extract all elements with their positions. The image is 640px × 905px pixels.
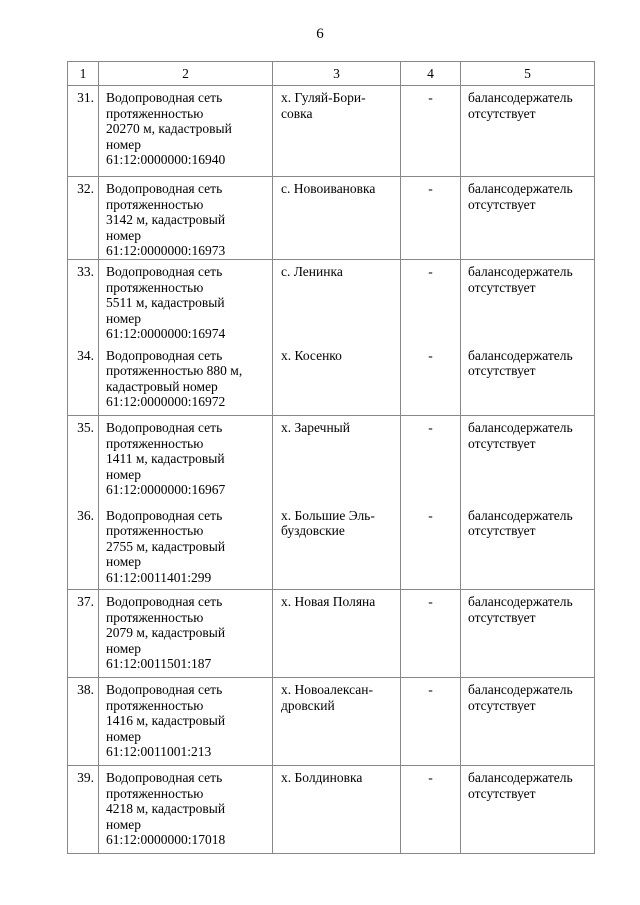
object-description xyxy=(99,766,273,854)
row-number-text: 31. xyxy=(77,90,94,105)
row-number xyxy=(68,590,99,678)
row-number xyxy=(68,416,99,504)
column-4-value-text: - xyxy=(428,594,433,609)
column-4-value-text: - xyxy=(428,181,433,196)
column-header: 5 xyxy=(461,62,595,86)
table-row xyxy=(68,177,595,260)
object-description-text: Водопроводная сеть протяженностью 20270 м, кадастровый номер 61:12:0000000:16940 xyxy=(106,90,232,167)
row-number-text: 33. xyxy=(77,264,94,279)
object-location xyxy=(273,766,401,854)
object-description-text: Водопроводная сеть протяженностью 1416 м, кадастровый номер 61:12:0011001:213 xyxy=(106,682,226,759)
object-location-text: х. Большие Эль- буздовские xyxy=(281,507,375,538)
row-number xyxy=(68,260,99,344)
owner-status-text: балансодержатель отсутствует xyxy=(468,264,573,295)
table-row xyxy=(68,344,595,416)
table-row xyxy=(68,86,595,177)
column-4-value xyxy=(401,678,461,766)
object-description-text: Водопроводная сеть протяженностью 5511 м, кадастровый номер 61:12:0000000:16974 xyxy=(106,264,226,341)
column-header: 2 xyxy=(99,62,273,86)
column-4-value-text: - xyxy=(428,90,433,105)
column-4-value-text: - xyxy=(428,682,433,697)
owner-status-text: балансодержатель отсутствует xyxy=(468,682,573,713)
table-row xyxy=(68,504,595,590)
object-description-text: Водопроводная сеть протяженностью 2755 м, кадастровый номер 61:12:0011401:299 xyxy=(106,507,226,585)
page-number: 6 xyxy=(316,26,324,42)
object-location-text: с. Новоивановка xyxy=(281,181,376,196)
row-number-text: 38. xyxy=(77,682,94,697)
table-row xyxy=(68,590,595,678)
object-location xyxy=(273,504,401,590)
owner-status xyxy=(461,416,595,504)
object-location xyxy=(273,416,401,504)
column-4-value-text: - xyxy=(428,264,433,279)
column-4-value xyxy=(401,766,461,854)
object-description xyxy=(99,678,273,766)
owner-status xyxy=(461,766,595,854)
row-number xyxy=(68,678,99,766)
row-number xyxy=(68,86,99,177)
table-row xyxy=(68,678,595,766)
column-4-value-text: - xyxy=(428,770,433,785)
object-description xyxy=(99,344,273,416)
row-number-text: 32. xyxy=(77,181,94,196)
row-number-text: 39. xyxy=(77,770,94,785)
object-location xyxy=(273,678,401,766)
object-description xyxy=(99,86,273,177)
owner-status xyxy=(461,260,595,344)
row-number xyxy=(68,177,99,260)
table-row xyxy=(68,766,595,854)
object-location xyxy=(273,344,401,416)
object-location-text: х. Болдиновка xyxy=(281,770,363,785)
object-description xyxy=(99,260,273,344)
column-4-value xyxy=(401,590,461,678)
row-number xyxy=(68,766,99,854)
object-description xyxy=(99,590,273,678)
owner-status-text: балансодержатель отсутствует xyxy=(468,420,573,451)
column-4-value-text: - xyxy=(428,347,433,363)
column-4-value-text: - xyxy=(428,507,433,523)
column-4-value xyxy=(401,177,461,260)
object-location-text: х. Новая Поляна xyxy=(281,594,376,609)
table-row xyxy=(68,260,595,344)
object-location-text: с. Ленинка xyxy=(281,264,343,279)
header-row xyxy=(68,62,595,86)
owner-status-text: балансодержатель отсутствует xyxy=(468,770,573,801)
object-description xyxy=(99,416,273,504)
owner-status-text: балансодержатель отсутствует xyxy=(468,181,573,212)
column-header: 3 xyxy=(273,62,401,86)
row-number-text: 34. xyxy=(77,347,94,363)
owner-status xyxy=(461,177,595,260)
owner-status xyxy=(461,678,595,766)
object-description-text: Водопроводная сеть протяженностью 3142 м, кадастровый номер 61:12:0000000:16973 xyxy=(106,181,226,258)
owner-status-text: балансодержатель отсутствует xyxy=(468,507,573,538)
column-4-value xyxy=(401,86,461,177)
owner-status-text: балансодержатель отсутствует xyxy=(468,347,573,378)
column-4-value xyxy=(401,260,461,344)
column-4-value xyxy=(401,504,461,590)
object-location-text: х. Гуляй-Бори- совка xyxy=(281,90,366,121)
owner-status xyxy=(461,86,595,177)
object-description-text: Водопроводная сеть протяженностью 1411 м, кадастровый номер 61:12:0000000:16967 xyxy=(106,420,226,497)
register-body xyxy=(68,86,595,854)
register-table xyxy=(67,61,595,854)
object-description-text: Водопроводная сеть протяженностью 2079 м, кадастровый номер 61:12:0011501:187 xyxy=(106,594,226,671)
object-description xyxy=(99,504,273,590)
object-location xyxy=(273,590,401,678)
object-location xyxy=(273,86,401,177)
owner-status xyxy=(461,504,595,590)
owner-status xyxy=(461,344,595,416)
object-location-text: х. Новоалексан- дровский xyxy=(281,682,373,713)
column-4-value xyxy=(401,344,461,416)
row-number xyxy=(68,344,99,416)
table-row xyxy=(68,416,595,504)
row-number-text: 36. xyxy=(77,507,94,523)
object-location-text: х. Заречный xyxy=(281,420,350,435)
object-location-text: х. Косенко xyxy=(281,347,342,363)
row-number-text: 37. xyxy=(77,594,94,609)
object-description xyxy=(99,177,273,260)
owner-status xyxy=(461,590,595,678)
row-number-text: 35. xyxy=(77,420,94,435)
column-header: 4 xyxy=(401,62,461,86)
owner-status-text: балансодержатель отсутствует xyxy=(468,594,573,625)
owner-status-text: балансодержатель отсутствует xyxy=(468,90,573,121)
object-location xyxy=(273,260,401,344)
object-description-text: Водопроводная сеть протяженностью 4218 м, кадастровый номер 61:12:0000000:17018 xyxy=(106,770,226,847)
object-description-text: Водопроводная сеть протяженностью 880 м, кадастровый номер 61:12:0000000:16972 xyxy=(106,347,243,409)
column-4-value-text: - xyxy=(428,420,433,435)
column-4-value xyxy=(401,416,461,504)
object-location xyxy=(273,177,401,260)
column-header: 1 xyxy=(68,62,99,86)
row-number xyxy=(68,504,99,590)
